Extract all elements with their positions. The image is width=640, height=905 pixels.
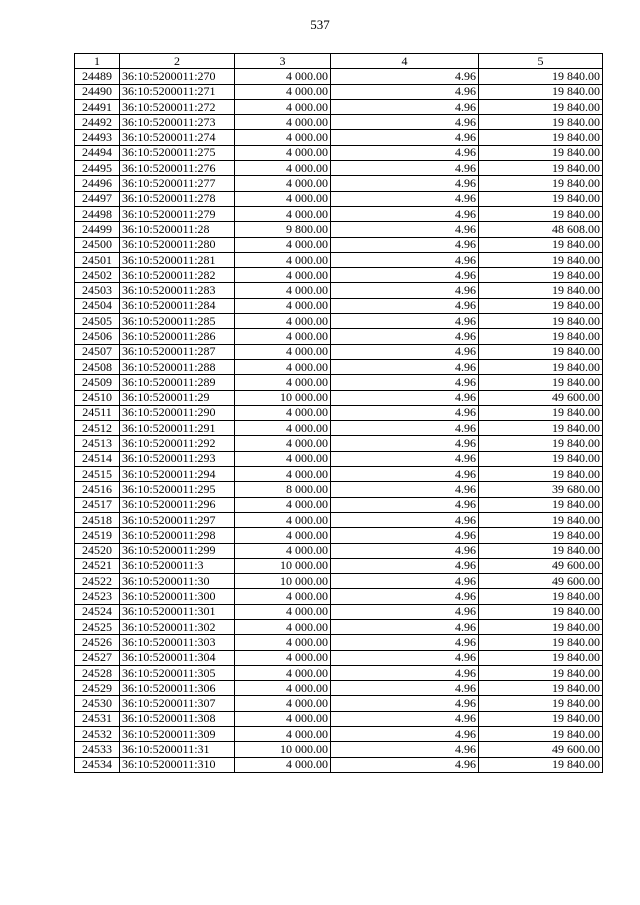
row-number-cell: 24492 [75,115,120,130]
rate-cell: 4.96 [331,329,479,344]
table-row [75,635,603,650]
table-row [75,528,603,543]
area-cell: 4 000.00 [235,145,331,160]
table-row [75,467,603,482]
cadastral-number-cell: 36:10:5200011:305 [120,665,235,680]
table-row [75,268,603,283]
rate-cell: 4.96 [331,696,479,711]
cadastral-number-cell: 36:10:5200011:289 [120,375,235,390]
row-number-cell: 24523 [75,589,120,604]
row-number-cell: 24508 [75,359,120,374]
row-number-cell: 24531 [75,711,120,726]
row-number-cell: 24511 [75,405,120,420]
value-cell: 19 840.00 [479,711,603,726]
row-number-cell: 24506 [75,329,120,344]
table-row [75,727,603,742]
row-number-cell: 24500 [75,237,120,252]
row-number-cell: 24490 [75,84,120,99]
value-cell: 19 840.00 [479,467,603,482]
value-cell: 19 840.00 [479,314,603,329]
rate-cell: 4.96 [331,99,479,114]
value-cell: 19 840.00 [479,543,603,558]
cadastral-number-cell: 36:10:5200011:301 [120,604,235,619]
table-body [75,69,603,773]
value-cell: 19 840.00 [479,99,603,114]
area-cell: 4 000.00 [235,635,331,650]
header-row [75,54,603,69]
row-number-cell: 24525 [75,619,120,634]
rate-cell: 4.96 [331,359,479,374]
cadastral-number-cell: 36:10:5200011:287 [120,344,235,359]
rate-cell: 4.96 [331,268,479,283]
area-cell: 4 000.00 [235,298,331,313]
rate-cell: 4.96 [331,451,479,466]
cadastral-number-cell: 36:10:5200011:306 [120,681,235,696]
cadastral-number-cell: 36:10:5200011:31 [120,742,235,757]
row-number-cell: 24496 [75,176,120,191]
cadastral-number-cell: 36:10:5200011:307 [120,696,235,711]
rate-cell: 4.96 [331,665,479,680]
row-number-cell: 24509 [75,375,120,390]
area-cell: 4 000.00 [235,405,331,420]
rate-cell: 4.96 [331,130,479,145]
table-row [75,543,603,558]
table-row [75,237,603,252]
cadastral-number-cell: 36:10:5200011:290 [120,405,235,420]
row-number-cell: 24507 [75,344,120,359]
value-cell: 39 680.00 [479,482,603,497]
value-cell: 49 600.00 [479,558,603,573]
value-cell: 19 840.00 [479,283,603,298]
row-number-cell: 24524 [75,604,120,619]
row-number-cell: 24515 [75,467,120,482]
column-header-1: 1 [75,54,120,69]
table-row [75,405,603,420]
area-cell: 4 000.00 [235,206,331,221]
cadastral-number-cell: 36:10:5200011:30 [120,574,235,589]
cadastral-number-cell: 36:10:5200011:283 [120,283,235,298]
area-cell: 4 000.00 [235,69,331,84]
table-row [75,283,603,298]
row-number-cell: 24517 [75,497,120,512]
rate-cell: 4.96 [331,176,479,191]
row-number-cell: 24516 [75,482,120,497]
area-cell: 4 000.00 [235,727,331,742]
table-row [75,436,603,451]
column-header-5: 5 [479,54,603,69]
cadastral-number-cell: 36:10:5200011:310 [120,757,235,772]
value-cell: 19 840.00 [479,161,603,176]
table-row [75,497,603,512]
rate-cell: 4.96 [331,589,479,604]
row-number-cell: 24526 [75,635,120,650]
table-row [75,650,603,665]
rate-cell: 4.96 [331,375,479,390]
rate-cell: 4.96 [331,206,479,221]
cadastral-number-cell: 36:10:5200011:302 [120,619,235,634]
row-number-cell: 24501 [75,252,120,267]
cadastral-number-cell: 36:10:5200011:304 [120,650,235,665]
cadastral-number-cell: 36:10:5200011:29 [120,390,235,405]
area-cell: 4 000.00 [235,99,331,114]
rate-cell: 4.96 [331,543,479,558]
column-header-2: 2 [120,54,235,69]
table-row [75,252,603,267]
row-number-cell: 24532 [75,727,120,742]
cadastral-number-cell: 36:10:5200011:282 [120,268,235,283]
rate-cell: 4.96 [331,681,479,696]
area-cell: 4 000.00 [235,176,331,191]
value-cell: 19 840.00 [479,619,603,634]
table-row [75,359,603,374]
table-row [75,161,603,176]
row-number-cell: 24505 [75,314,120,329]
row-number-cell: 24493 [75,130,120,145]
rate-cell: 4.96 [331,619,479,634]
row-number-cell: 24513 [75,436,120,451]
cadastral-number-cell: 36:10:5200011:308 [120,711,235,726]
rate-cell: 4.96 [331,145,479,160]
value-cell: 19 840.00 [479,130,603,145]
value-cell: 19 840.00 [479,497,603,512]
rate-cell: 4.96 [331,191,479,206]
table-row [75,451,603,466]
table-row [75,206,603,221]
table-row [75,390,603,405]
value-cell: 19 840.00 [479,589,603,604]
area-cell: 4 000.00 [235,283,331,298]
rate-cell: 4.96 [331,344,479,359]
rate-cell: 4.96 [331,283,479,298]
value-cell: 19 840.00 [479,69,603,84]
row-number-cell: 24503 [75,283,120,298]
table-row [75,512,603,527]
area-cell: 4 000.00 [235,436,331,451]
cadastral-number-cell: 36:10:5200011:292 [120,436,235,451]
area-cell: 4 000.00 [235,512,331,527]
area-cell: 4 000.00 [235,314,331,329]
area-cell: 4 000.00 [235,528,331,543]
value-cell: 19 840.00 [479,344,603,359]
table-row [75,604,603,619]
row-number-cell: 24498 [75,206,120,221]
row-number-cell: 24522 [75,574,120,589]
cadastral-number-cell: 36:10:5200011:296 [120,497,235,512]
rate-cell: 4.96 [331,222,479,237]
table-row [75,619,603,634]
value-cell: 19 840.00 [479,145,603,160]
rate-cell: 4.96 [331,650,479,665]
rate-cell: 4.96 [331,757,479,772]
rate-cell: 4.96 [331,528,479,543]
cadastral-number-cell: 36:10:5200011:294 [120,467,235,482]
rate-cell: 4.96 [331,467,479,482]
cadastral-number-cell: 36:10:5200011:298 [120,528,235,543]
value-cell: 48 608.00 [479,222,603,237]
area-cell: 10 000.00 [235,742,331,757]
row-number-cell: 24534 [75,757,120,772]
cadastral-number-cell: 36:10:5200011:285 [120,314,235,329]
cadastral-number-cell: 36:10:5200011:274 [120,130,235,145]
cadastral-number-cell: 36:10:5200011:273 [120,115,235,130]
table-row [75,69,603,84]
value-cell: 19 840.00 [479,359,603,374]
rate-cell: 4.96 [331,497,479,512]
value-cell: 19 840.00 [479,451,603,466]
cadastral-number-cell: 36:10:5200011:288 [120,359,235,374]
cadastral-number-cell: 36:10:5200011:275 [120,145,235,160]
row-number-cell: 24495 [75,161,120,176]
table-row [75,589,603,604]
area-cell: 4 000.00 [235,130,331,145]
value-cell: 49 600.00 [479,574,603,589]
cadastral-number-cell: 36:10:5200011:281 [120,252,235,267]
cadastral-number-cell: 36:10:5200011:3 [120,558,235,573]
table-row [75,757,603,772]
rate-cell: 4.96 [331,604,479,619]
area-cell: 9 800.00 [235,222,331,237]
cadastral-number-cell: 36:10:5200011:270 [120,69,235,84]
cadastral-number-cell: 36:10:5200011:286 [120,329,235,344]
area-cell: 4 000.00 [235,467,331,482]
row-number-cell: 24521 [75,558,120,573]
row-number-cell: 24530 [75,696,120,711]
rate-cell: 4.96 [331,635,479,650]
rate-cell: 4.96 [331,298,479,313]
page-number: 537 [310,17,330,32]
value-cell: 49 600.00 [479,742,603,757]
rate-cell: 4.96 [331,69,479,84]
rate-cell: 4.96 [331,558,479,573]
table-row [75,375,603,390]
area-cell: 4 000.00 [235,268,331,283]
column-header-3: 3 [235,54,331,69]
row-number-cell: 24510 [75,390,120,405]
area-cell: 4 000.00 [235,359,331,374]
row-number-cell: 24491 [75,99,120,114]
area-cell: 4 000.00 [235,696,331,711]
value-cell: 19 840.00 [479,268,603,283]
area-cell: 4 000.00 [235,115,331,130]
table-row [75,314,603,329]
row-number-cell: 24489 [75,69,120,84]
area-cell: 4 000.00 [235,589,331,604]
area-cell: 4 000.00 [235,375,331,390]
table-row [75,574,603,589]
rate-cell: 4.96 [331,711,479,726]
area-cell: 10 000.00 [235,574,331,589]
area-cell: 8 000.00 [235,482,331,497]
area-cell: 4 000.00 [235,421,331,436]
row-number-cell: 24497 [75,191,120,206]
value-cell: 19 840.00 [479,252,603,267]
area-cell: 4 000.00 [235,650,331,665]
table-row [75,130,603,145]
table-row [75,176,603,191]
value-cell: 19 840.00 [479,176,603,191]
cadastral-number-cell: 36:10:5200011:299 [120,543,235,558]
cadastral-number-cell: 36:10:5200011:277 [120,176,235,191]
table-row [75,145,603,160]
value-cell: 19 840.00 [479,375,603,390]
area-cell: 4 000.00 [235,757,331,772]
area-cell: 4 000.00 [235,237,331,252]
rate-cell: 4.96 [331,84,479,99]
table-row [75,742,603,757]
area-cell: 4 000.00 [235,84,331,99]
table-row [75,344,603,359]
value-cell: 19 840.00 [479,757,603,772]
row-number-cell: 24494 [75,145,120,160]
rate-cell: 4.96 [331,482,479,497]
row-number-cell: 24519 [75,528,120,543]
row-number-cell: 24528 [75,665,120,680]
row-number-cell: 24504 [75,298,120,313]
column-header-4: 4 [331,54,479,69]
value-cell: 19 840.00 [479,512,603,527]
rate-cell: 4.96 [331,390,479,405]
cadastral-number-cell: 36:10:5200011:278 [120,191,235,206]
value-cell: 19 840.00 [479,727,603,742]
row-number-cell: 24520 [75,543,120,558]
area-cell: 4 000.00 [235,329,331,344]
table-row [75,84,603,99]
cadastral-number-cell: 36:10:5200011:284 [120,298,235,313]
area-cell: 4 000.00 [235,344,331,359]
table-row [75,696,603,711]
value-cell: 19 840.00 [479,696,603,711]
row-number-cell: 24529 [75,681,120,696]
rate-cell: 4.96 [331,115,479,130]
rate-cell: 4.96 [331,252,479,267]
table-row [75,482,603,497]
area-cell: 4 000.00 [235,665,331,680]
area-cell: 4 000.00 [235,604,331,619]
area-cell: 4 000.00 [235,451,331,466]
value-cell: 19 840.00 [479,405,603,420]
row-number-cell: 24499 [75,222,120,237]
value-cell: 19 840.00 [479,650,603,665]
rate-cell: 4.96 [331,742,479,757]
row-number-cell: 24533 [75,742,120,757]
area-cell: 4 000.00 [235,191,331,206]
rate-cell: 4.96 [331,405,479,420]
value-cell: 19 840.00 [479,329,603,344]
cadastral-number-cell: 36:10:5200011:276 [120,161,235,176]
cadastral-number-cell: 36:10:5200011:280 [120,237,235,252]
value-cell: 19 840.00 [479,421,603,436]
area-cell: 4 000.00 [235,497,331,512]
table-row [75,421,603,436]
value-cell: 19 840.00 [479,665,603,680]
row-number-cell: 24518 [75,512,120,527]
table-row [75,558,603,573]
rate-cell: 4.96 [331,161,479,176]
value-cell: 19 840.00 [479,528,603,543]
rate-cell: 4.96 [331,436,479,451]
table-row [75,711,603,726]
table-row [75,191,603,206]
value-cell: 19 840.00 [479,115,603,130]
rate-cell: 4.96 [331,314,479,329]
rate-cell: 4.96 [331,512,479,527]
row-number-cell: 24512 [75,421,120,436]
table-row [75,115,603,130]
value-cell: 19 840.00 [479,436,603,451]
table-row [75,329,603,344]
rate-cell: 4.96 [331,237,479,252]
area-cell: 4 000.00 [235,711,331,726]
value-cell: 19 840.00 [479,191,603,206]
rate-cell: 4.96 [331,421,479,436]
cadastral-number-cell: 36:10:5200011:272 [120,99,235,114]
area-cell: 4 000.00 [235,681,331,696]
table-row [75,665,603,680]
cadastral-number-cell: 36:10:5200011:291 [120,421,235,436]
cadastral-number-cell: 36:10:5200011:293 [120,451,235,466]
table-row [75,681,603,696]
cadastral-number-cell: 36:10:5200011:303 [120,635,235,650]
rate-cell: 4.96 [331,574,479,589]
value-cell: 19 840.00 [479,681,603,696]
cadastral-number-cell: 36:10:5200011:279 [120,206,235,221]
cadastral-number-cell: 36:10:5200011:297 [120,512,235,527]
value-cell: 19 840.00 [479,237,603,252]
cadastral-number-cell: 36:10:5200011:271 [120,84,235,99]
cadastral-value-table [74,53,603,773]
table-row [75,298,603,313]
area-cell: 4 000.00 [235,543,331,558]
value-cell: 49 600.00 [479,390,603,405]
cadastral-number-cell: 36:10:5200011:28 [120,222,235,237]
area-cell: 4 000.00 [235,619,331,634]
row-number-cell: 24514 [75,451,120,466]
cadastral-number-cell: 36:10:5200011:295 [120,482,235,497]
table-row [75,99,603,114]
area-cell: 10 000.00 [235,390,331,405]
table-row [75,222,603,237]
table-header [75,54,603,69]
value-cell: 19 840.00 [479,84,603,99]
row-number-cell: 24527 [75,650,120,665]
value-cell: 19 840.00 [479,206,603,221]
cadastral-number-cell: 36:10:5200011:300 [120,589,235,604]
cadastral-number-cell: 36:10:5200011:309 [120,727,235,742]
area-cell: 10 000.00 [235,558,331,573]
row-number-cell: 24502 [75,268,120,283]
rate-cell: 4.96 [331,727,479,742]
area-cell: 4 000.00 [235,252,331,267]
value-cell: 19 840.00 [479,298,603,313]
value-cell: 19 840.00 [479,604,603,619]
area-cell: 4 000.00 [235,161,331,176]
value-cell: 19 840.00 [479,635,603,650]
